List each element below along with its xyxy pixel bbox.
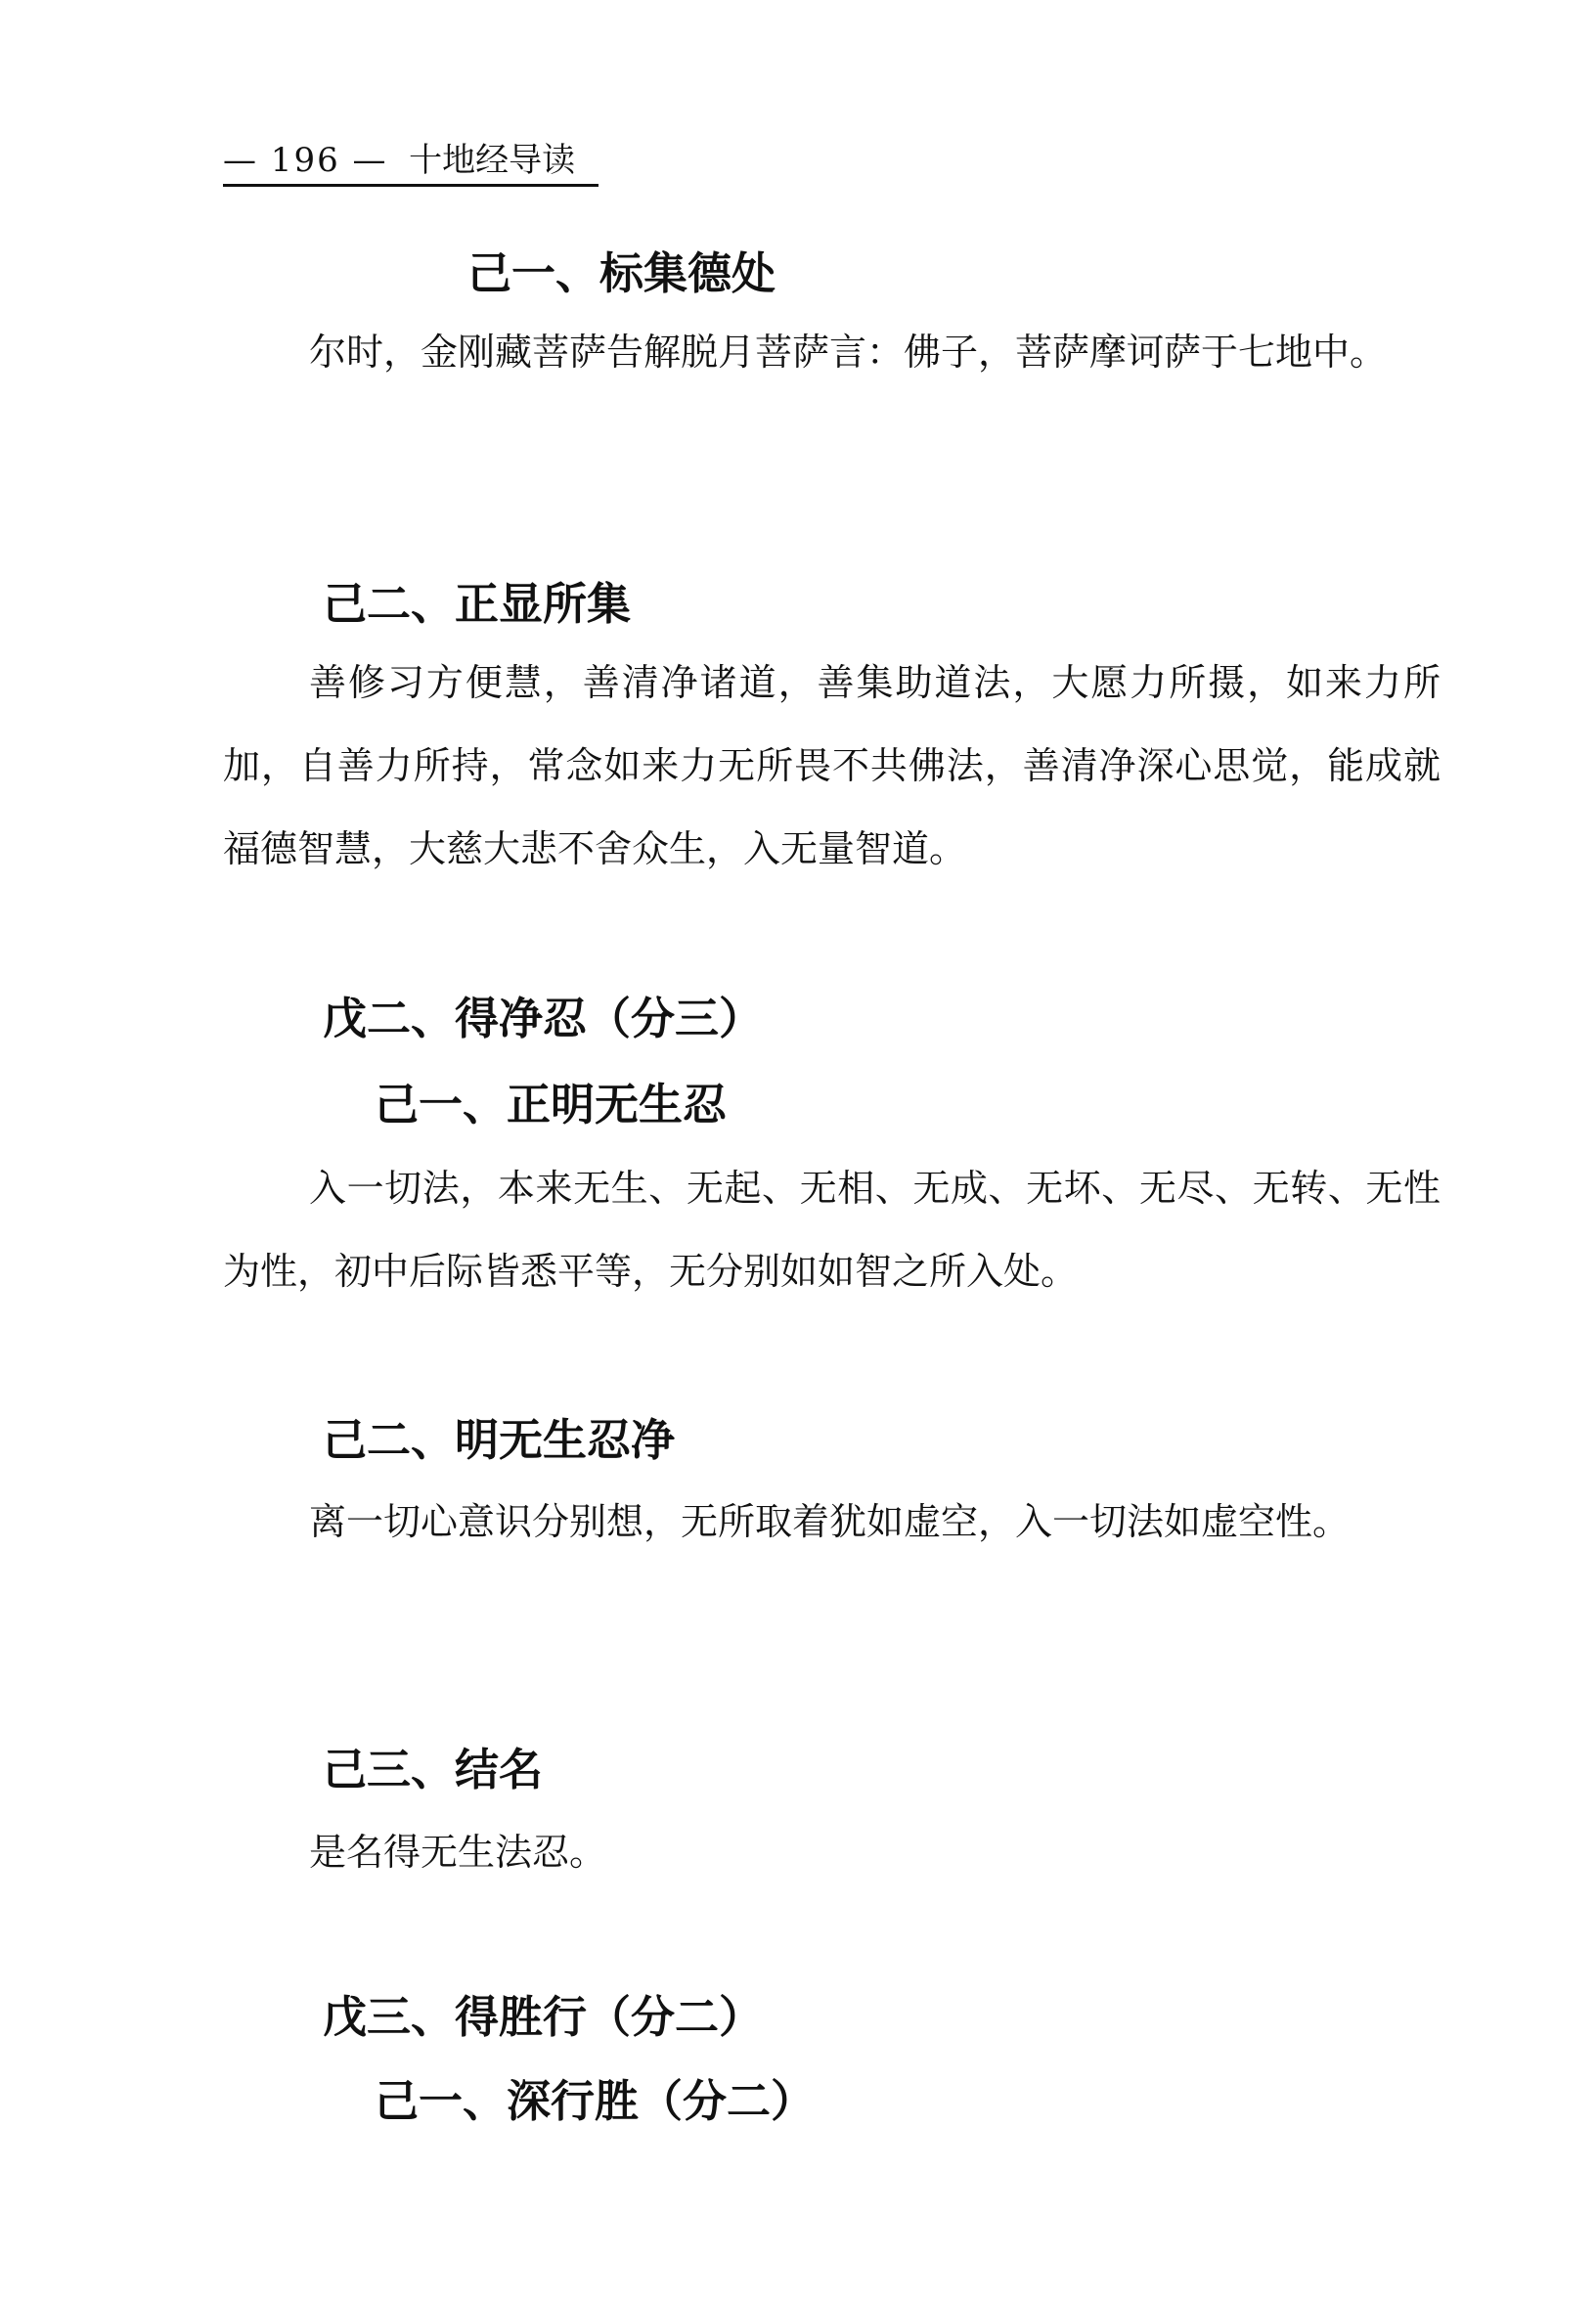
book-title: 十地经导读 — [409, 141, 576, 180]
page-number: — 196 — — [223, 141, 388, 180]
section-heading: 戊二、得净忍（分三） — [323, 993, 764, 1044]
section-heading: 己一、深行胜（分二） — [375, 2075, 816, 2127]
section-heading: 己三、结名 — [323, 1744, 544, 1795]
section-paragraph: 离一切心意识分别想，无所取着犹如虚空，入一切法如虚空性。 — [309, 1500, 1351, 1543]
section-heading: 己一、正明无生忍 — [375, 1079, 728, 1130]
section-heading: 己一、标集德处 — [467, 247, 776, 299]
section-heading: 己二、正显所集 — [323, 578, 632, 630]
section-paragraph: 是名得无生法忍。 — [309, 1831, 607, 1874]
section-paragraph: 入一切法，本来无生、无起、无相、无成、无坏、无尽、无转、无性为性，初中后际皆悉平等，无分别如如智之所入处。 — [223, 1167, 1441, 1293]
running-header — [223, 137, 598, 187]
section-heading: 己二、明无生忍净 — [323, 1414, 676, 1466]
section-heading: 戊三、得胜行（分二） — [323, 1991, 764, 2043]
section-paragraph: 善修习方便慧，善清净诸道，善集助道法，大愿力所摄，如来力所加，自善力所持，常念如来力无所畏不共佛法，善清净深心思觉，能成就福德智慧，大慈大悲不舍众生，入无量智道。 — [223, 661, 1441, 870]
section-paragraph: 尔时，金刚藏菩萨告解脱月菩萨言：佛子，菩萨摩诃萨于七地中。 — [309, 331, 1388, 374]
